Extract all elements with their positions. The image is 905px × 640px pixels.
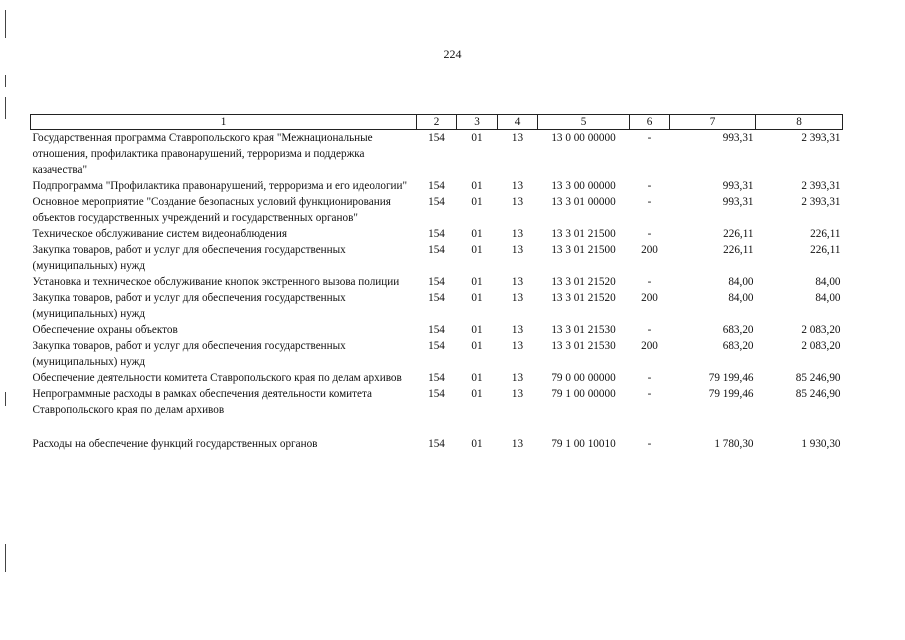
header-col-1: 1: [31, 115, 417, 130]
row-target-code: 13 3 01 21530: [551, 340, 616, 352]
row-amount-2: 226,11: [810, 244, 841, 256]
table-row: [31, 274, 843, 290]
row-name: Техническое обслуживание систем видеонаблюдения: [32, 228, 288, 240]
row-subsection: 13: [511, 276, 524, 288]
header-row: [31, 115, 843, 130]
margin-mark: [5, 392, 6, 406]
row-expense-type: 200: [641, 292, 658, 304]
page-number: 224: [443, 47, 462, 61]
row-name: Обеспечение деятельности комитета Ставропольского края по делам архивов: [32, 372, 402, 384]
row-name: Подпрограмма "Профилактика правонарушений, терроризма и его идеологии": [32, 180, 408, 192]
table-row: [31, 436, 843, 452]
spacer-cell: [31, 418, 843, 436]
row-ministry: 154: [428, 372, 445, 384]
row-name: Закупка товаров, работ и услуг для обеспечения государственных (муниципальных) нужд: [32, 292, 346, 320]
header-col-5: 5: [538, 115, 630, 130]
table-row: [31, 290, 843, 322]
row-subsection: 13: [511, 340, 524, 352]
row-section: 01: [471, 372, 483, 384]
row-expense-type: -: [647, 196, 652, 208]
row-amount-1: 683,20: [722, 324, 754, 336]
row-ministry: 154: [428, 340, 445, 352]
table-row: [31, 370, 843, 386]
margin-mark: [5, 544, 6, 572]
row-section: 01: [471, 180, 483, 192]
row-ministry: 154: [428, 244, 445, 256]
row-ministry: 154: [428, 196, 445, 208]
row-target-code: 13 3 01 21530: [551, 324, 616, 336]
row-section: 01: [471, 132, 483, 144]
table-row: [31, 322, 843, 338]
spacer-row: [31, 418, 843, 436]
row-amount-1: 226,11: [723, 228, 754, 240]
row-name: Закупка товаров, работ и услуг для обеспечения государственных (муниципальных) нужд: [32, 340, 346, 368]
row-ministry: 154: [428, 438, 445, 450]
row-amount-1: 1 780,30: [714, 438, 754, 450]
row-ministry: 154: [428, 292, 445, 304]
row-ministry: 154: [428, 388, 445, 400]
row-name: Расходы на обеспечение функций государственных органов: [32, 438, 318, 450]
row-subsection: 13: [511, 388, 524, 400]
row-target-code: 13 3 01 21500: [551, 228, 616, 240]
budget-table: [30, 114, 843, 452]
row-amount-2: 2 393,31: [801, 132, 841, 144]
row-section: 01: [471, 244, 483, 256]
row-amount-1: 993,31: [722, 196, 754, 208]
table-row: [31, 178, 843, 194]
row-section: 01: [471, 388, 483, 400]
table-row: [31, 130, 843, 179]
row-target-code: 13 3 01 00000: [551, 196, 616, 208]
row-subsection: 13: [511, 132, 524, 144]
header-col-6: 6: [630, 115, 670, 130]
row-expense-type: -: [647, 372, 652, 384]
row-name: Непрограммные расходы в рамках обеспечения деятельности комитета Ставропольского края по делам архивов: [32, 388, 372, 416]
margin-mark: [5, 10, 6, 38]
row-amount-2: 84,00: [815, 292, 841, 304]
table-row: [31, 226, 843, 242]
row-target-code: 79 1 00 00000: [551, 388, 616, 400]
row-amount-1: 84,00: [728, 292, 754, 304]
row-ministry: 154: [428, 132, 445, 144]
row-expense-type: -: [647, 276, 652, 288]
row-subsection: 13: [511, 180, 524, 192]
row-amount-2: 85 246,90: [795, 388, 841, 400]
row-target-code: 13 0 00 00000: [551, 132, 616, 144]
row-section: 01: [471, 292, 483, 304]
row-subsection: 13: [511, 292, 524, 304]
header-col-2: 2: [417, 115, 457, 130]
row-subsection: 13: [511, 228, 524, 240]
row-target-code: 13 3 00 00000: [551, 180, 616, 192]
row-amount-2: 85 246,90: [795, 372, 841, 384]
row-amount-1: 79 199,46: [708, 388, 754, 400]
row-ministry: 154: [428, 228, 445, 240]
row-amount-2: 2 083,20: [801, 324, 841, 336]
row-subsection: 13: [511, 372, 524, 384]
row-name: Установка и техническое обслуживание кнопок экстренного вызова полиции: [32, 276, 400, 288]
row-amount-2: 84,00: [815, 276, 841, 288]
row-expense-type: -: [647, 324, 652, 336]
table-row: [31, 242, 843, 274]
row-subsection: 13: [511, 196, 524, 208]
table-row: [31, 386, 843, 418]
row-amount-2: 226,11: [810, 228, 841, 240]
row-expense-type: -: [647, 388, 652, 400]
row-expense-type: -: [647, 438, 652, 450]
row-ministry: 154: [428, 276, 445, 288]
table-row: [31, 194, 843, 226]
row-amount-1: 993,31: [722, 132, 754, 144]
row-subsection: 13: [511, 324, 524, 336]
row-amount-1: 84,00: [728, 276, 754, 288]
row-section: 01: [471, 324, 483, 336]
row-amount-1: 79 199,46: [708, 372, 754, 384]
row-section: 01: [471, 340, 483, 352]
row-expense-type: -: [647, 132, 652, 144]
row-target-code: 79 0 00 00000: [551, 372, 616, 384]
row-target-code: 79 1 00 10010: [551, 438, 616, 450]
header-col-4: 4: [498, 115, 538, 130]
margin-mark: [5, 75, 6, 87]
row-expense-type: -: [647, 228, 652, 240]
row-ministry: 154: [428, 180, 445, 192]
row-expense-type: -: [647, 180, 652, 192]
row-amount-2: 2 083,20: [801, 340, 841, 352]
row-amount-1: 993,31: [722, 180, 754, 192]
row-name: Основное мероприятие "Создание безопасных условий функционирования объектов государственных учреждений и государственных органов": [32, 196, 391, 224]
row-name: Обеспечение охраны объектов: [32, 324, 178, 336]
row-subsection: 13: [511, 438, 524, 450]
header-col-7: 7: [670, 115, 756, 130]
row-ministry: 154: [428, 324, 445, 336]
row-expense-type: 200: [641, 340, 658, 352]
header-col-3: 3: [457, 115, 498, 130]
row-target-code: 13 3 01 21520: [551, 276, 616, 288]
row-section: 01: [471, 276, 483, 288]
row-amount-2: 1 930,30: [801, 438, 841, 450]
row-expense-type: 200: [641, 244, 658, 256]
row-name: Закупка товаров, работ и услуг для обеспечения государственных (муниципальных) нужд: [32, 244, 346, 272]
row-section: 01: [471, 196, 483, 208]
table-row: [31, 338, 843, 370]
margin-mark: [5, 97, 6, 119]
row-subsection: 13: [511, 244, 524, 256]
row-amount-2: 2 393,31: [801, 196, 841, 208]
header-col-8: 8: [756, 115, 843, 130]
row-target-code: 13 3 01 21500: [551, 244, 616, 256]
row-section: 01: [471, 228, 483, 240]
row-target-code: 13 3 01 21520: [551, 292, 616, 304]
row-amount-1: 226,11: [723, 244, 754, 256]
row-section: 01: [471, 438, 483, 450]
row-name: Государственная программа Ставропольского края "Межнациональные отношения, профилактика правонарушений, терроризма и поддержка казачества": [32, 132, 373, 176]
row-amount-1: 683,20: [722, 340, 754, 352]
row-amount-2: 2 393,31: [801, 180, 841, 192]
